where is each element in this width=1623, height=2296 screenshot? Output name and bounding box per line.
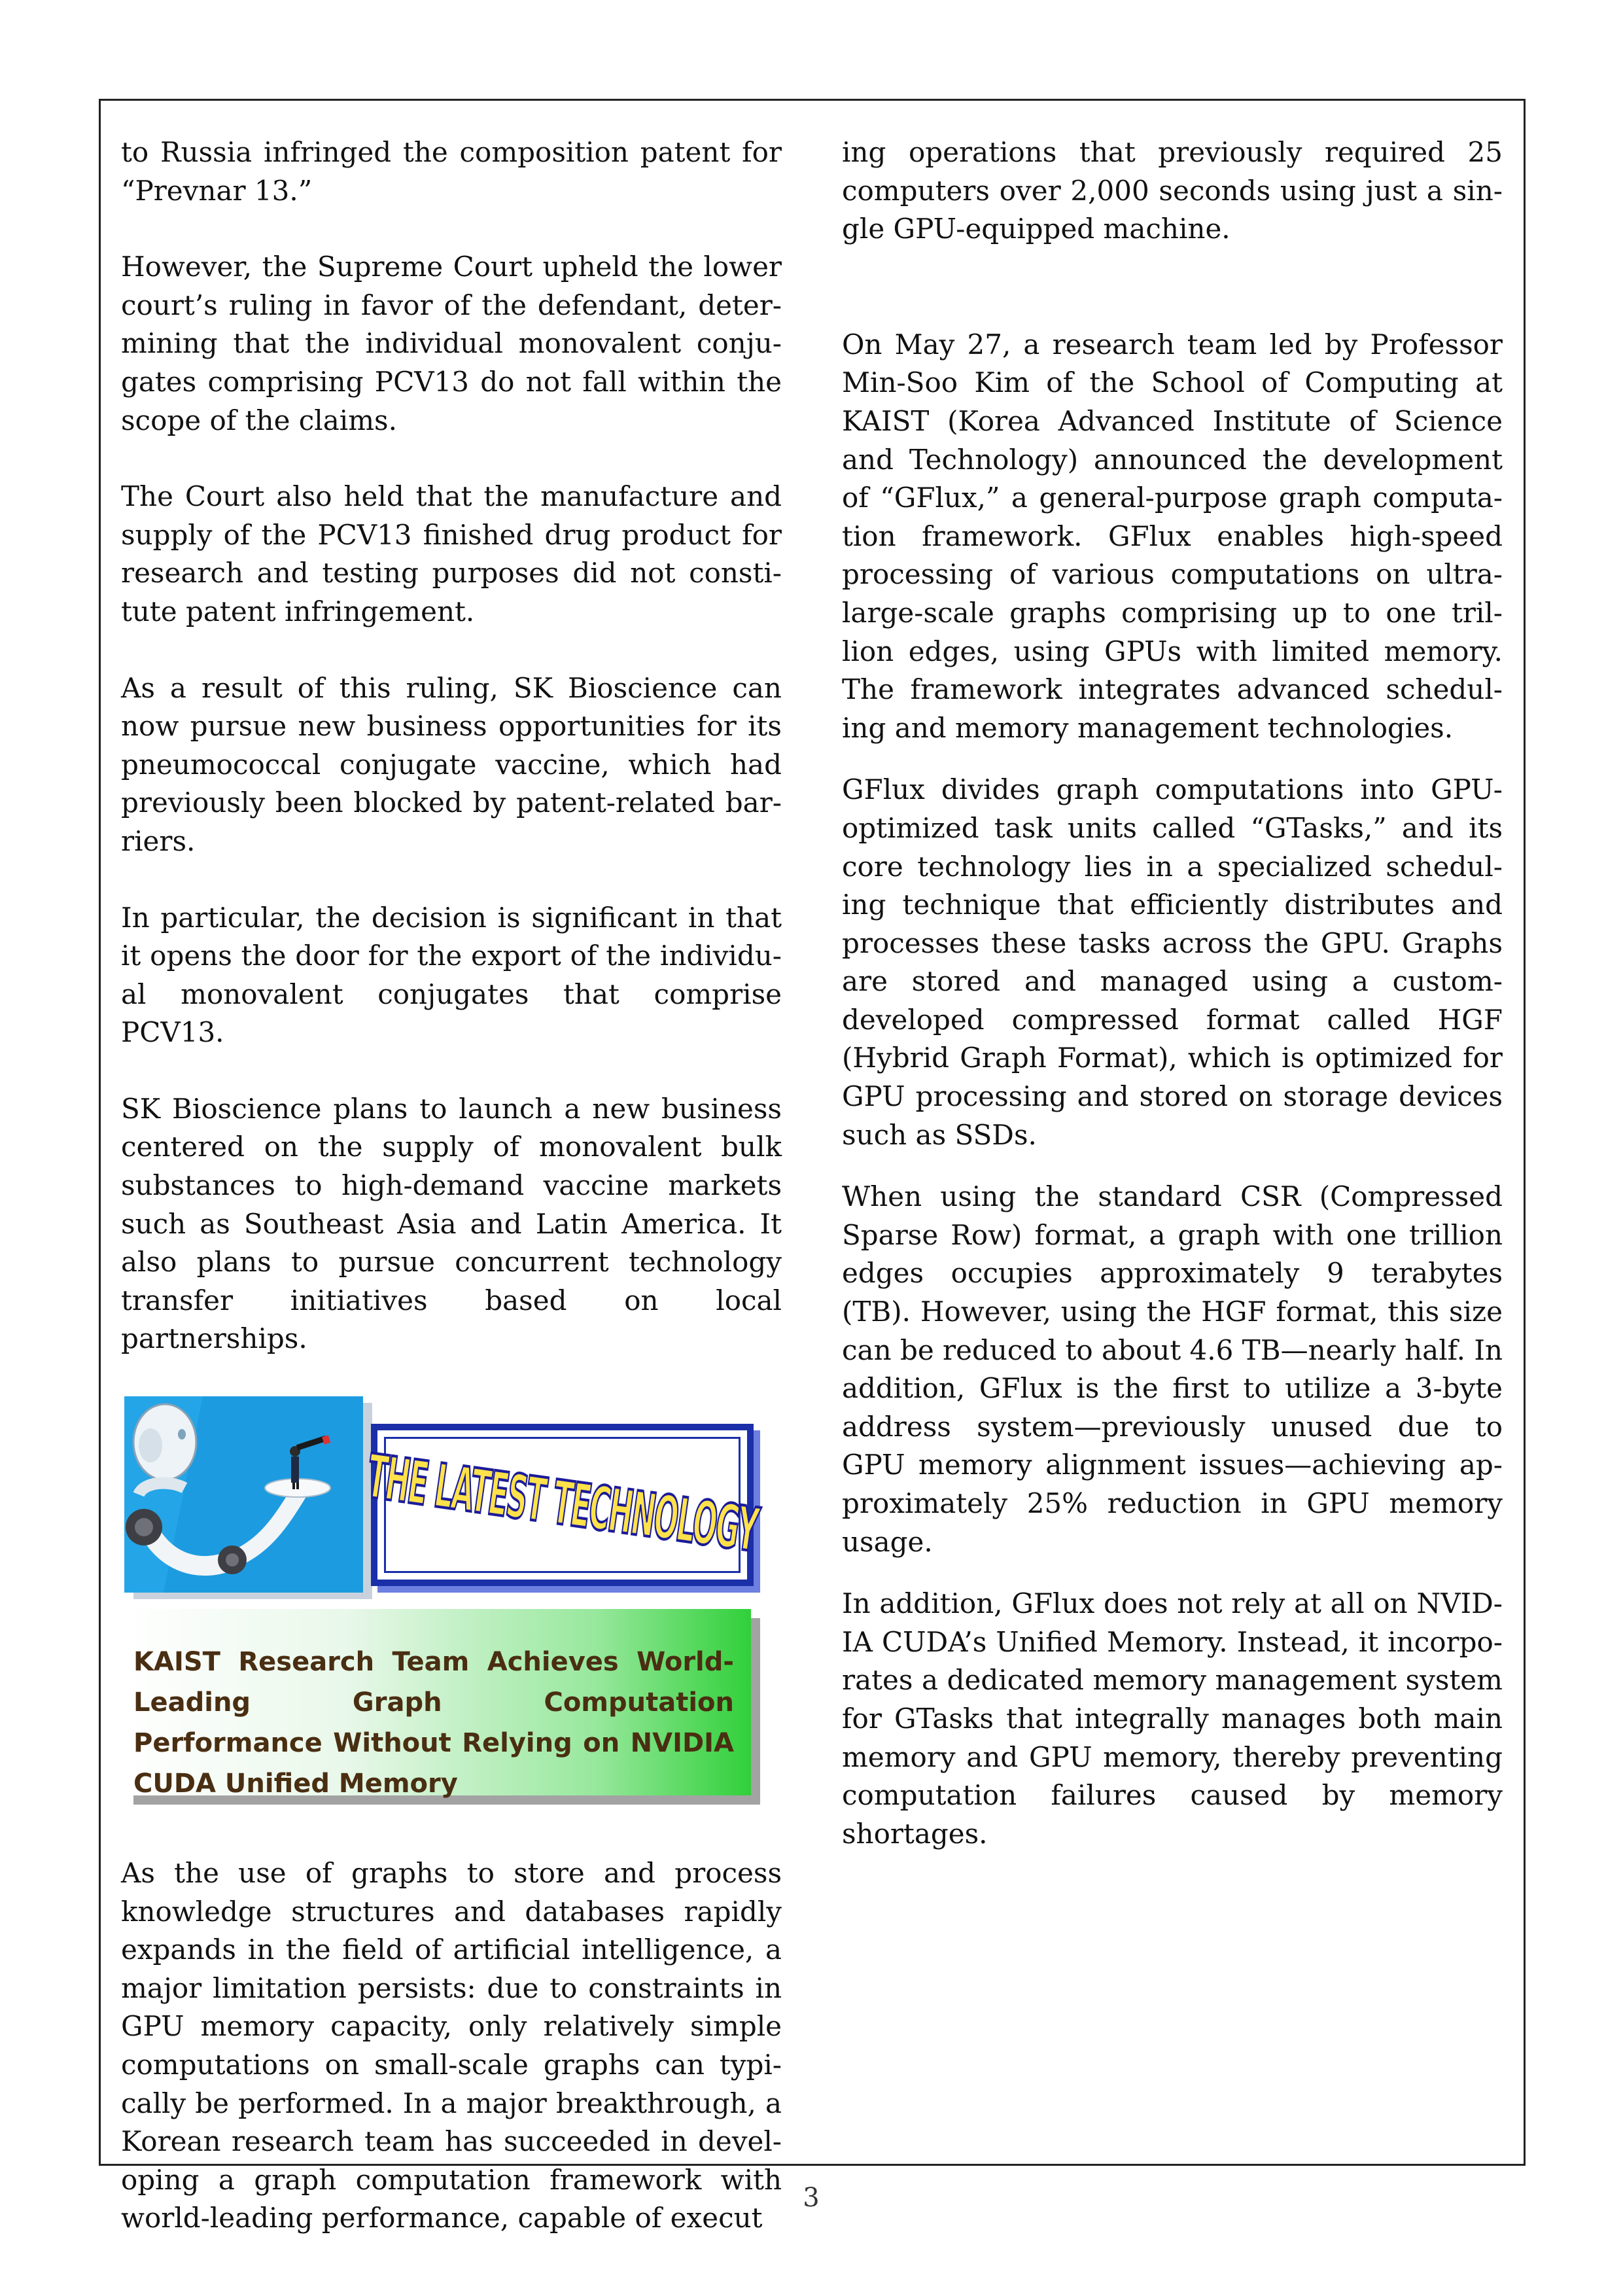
section-title-frame	[363, 1424, 762, 1586]
paragraph: In particular, the decision is significant in that it opens the door for the export of the individual monovalent conjugates that comprise PCV13.	[121, 901, 782, 1049]
robot-hand-telescope-icon	[124, 1396, 363, 1593]
paragraph: In addition, GFlux does not rely at all on NVIDIA CUDA’s Unified Memory. Instead, it incorporates a dedicated memory management system for GTasks that integrally manages both main memory and GPU memory, thereby preventing computation failures caused by memory shortages.	[842, 1587, 1503, 1850]
paragraph: The Court also held that the manufacture and supply of the PCV13 finished drug product for research and testing purposes did not constitute patent infringement.	[121, 480, 782, 627]
left-column	[121, 133, 782, 2238]
paragraph: SK Bioscience plans to launch a new business centered on the supply of monovalent bulk substances to high-demand vaccine markets such as Southeast Asia and Latin America. It also plans to pursue concurrent technology transfer initiatives based on local partnerships.	[121, 1092, 782, 1355]
section-title: THE LATEST TECHNOLOGY	[363, 1441, 762, 1566]
paragraph: to Russia infringed the composition patent for “Prevnar 13.”	[121, 136, 782, 207]
paragraph: On May 27, a research team led by Professor Min-Soo Kim of the School of Computing at KAIST (Korea Advanced Institute of Science and Technology) announced the development of “GFlux,” a general-purpose graph computation framework. GFlux enables high-speed processing of various computations on ultra-large-scale graphs comprising up to one trillion edges, using GPUs with limited memory. The framework integrates advanced scheduling and memory management technologies.	[842, 328, 1503, 744]
right-column	[842, 133, 1503, 1853]
article-headline: KAIST Research Team Achieves World-Leading Graph Computation Performance Without Relying on NVIDIA CUDA Unified Memory	[133, 1647, 734, 1799]
paragraph: GFlux divides graph computations into GPU-optimized task units called “GTasks,” and its core technology lies in a specialized scheduling technique that efficiently distributes and processes these tasks across the GPU. Graphs are stored and managed using a custom-developed compressed format called HGF (Hybrid Graph Format), which is optimized for GPU processing and stored on storage devices such as SSDs.	[842, 773, 1503, 1151]
paragraph: However, the Supreme Court upheld the lower court’s ruling in favor of the defendant, determining that the individual monovalent conjugates comprising PCV13 do not fall within the scope of the claims.	[121, 251, 782, 436]
paragraph: When using the standard CSR (Compressed Sparse Row) format, a graph with one trillion edges occupies approximately 9 terabytes (TB). However, using the HGF format, this size can be reduced to about 4.6 TB—nearly half. In addition, GFlux is the first to utilize a 3-byte address system—previously unused due to GPU memory alignment issues—achieving approximately 25% reduction in GPU memory usage.	[842, 1180, 1503, 1558]
robot-illustration	[124, 1396, 363, 1593]
page-number: 3	[803, 2183, 820, 2213]
article-banner	[121, 1396, 782, 1828]
paragraph: ing operations that previously required 25 computers over 2,000 seconds using just a single GPU-equipped machine.	[842, 136, 1503, 245]
paragraph: As a result of this ruling, SK Bioscience can now pursue new business opportunities for its pneumococcal conjugate vaccine, which had previously been blocked by patent-related barriers.	[121, 671, 782, 857]
headline-box	[124, 1609, 751, 1799]
paragraph: As the use of graphs to store and process knowledge structures and databases rapidly expands in the field of artificial intelligence, a major limitation persists: due to constraints in GPU memory capacity, only relatively simple computations on small-scale graphs can typically be performed. In a major breakthrough, a Korean research team has succeeded in developing a graph computation framework with world-leading performance, capable of execut	[121, 1857, 782, 2234]
